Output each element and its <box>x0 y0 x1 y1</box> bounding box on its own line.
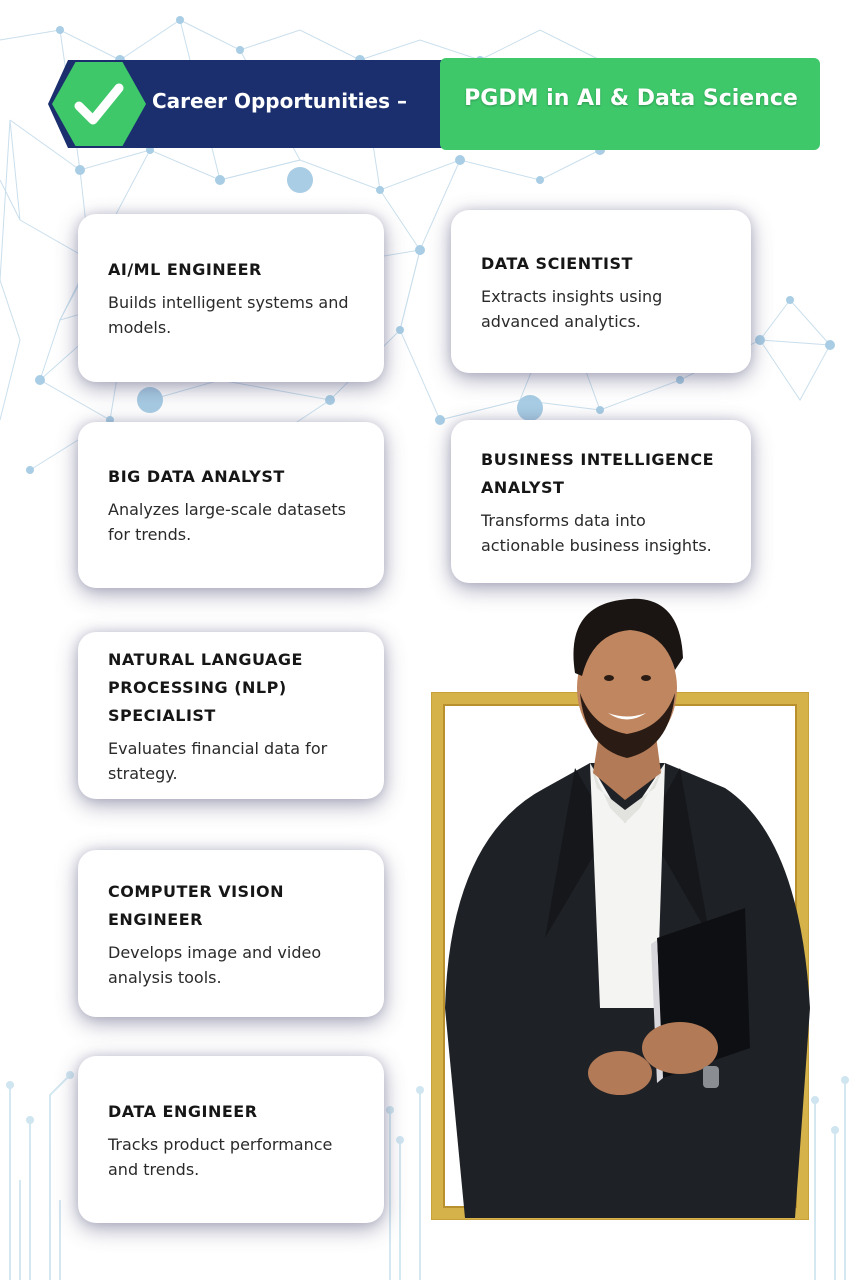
card-title: BIG DATA ANALYST <box>108 467 285 486</box>
card-title: BUSINESS INTELLIGENCE ANALYST <box>481 449 715 497</box>
card-description: Develops image and video analysis tools. <box>108 942 322 987</box>
banner-subtitle: PGDM in AI & Data Science <box>464 86 798 111</box>
card-description: Builds intelligent systems and models. <box>108 293 349 337</box>
banner-title: Career Opportunities – <box>152 89 407 113</box>
card-description: Evaluates financial data for strategy. <box>108 738 328 783</box>
card-title: NATURAL LANGUAGE PROCESSING (NLP) SPECIALIST <box>108 649 303 725</box>
career-card-bi-analyst <box>451 420 751 583</box>
career-card-data-scientist <box>451 210 751 373</box>
card-title: AI/ML ENGINEER <box>108 260 262 279</box>
career-card-ai-ml-engineer <box>78 214 384 382</box>
career-card-computer-vision-engineer <box>78 850 384 1017</box>
career-card-big-data-analyst <box>78 422 384 588</box>
career-card-nlp-specialist <box>78 632 384 799</box>
header-banner <box>48 58 820 150</box>
card-description: Transforms data into actionable business insights. <box>481 510 712 555</box>
professional-portrait <box>425 578 825 1218</box>
card-description: Extracts insights using advanced analytics. <box>481 286 663 331</box>
card-title: DATA SCIENTIST <box>481 253 633 273</box>
card-title: DATA ENGINEER <box>108 1101 258 1121</box>
career-card-data-engineer <box>78 1056 384 1223</box>
card-title: COMPUTER VISION ENGINEER <box>108 881 285 929</box>
card-description: Analyzes large-scale datasets for trends. <box>108 500 346 544</box>
card-description: Tracks product performance and trends. <box>108 1134 333 1179</box>
